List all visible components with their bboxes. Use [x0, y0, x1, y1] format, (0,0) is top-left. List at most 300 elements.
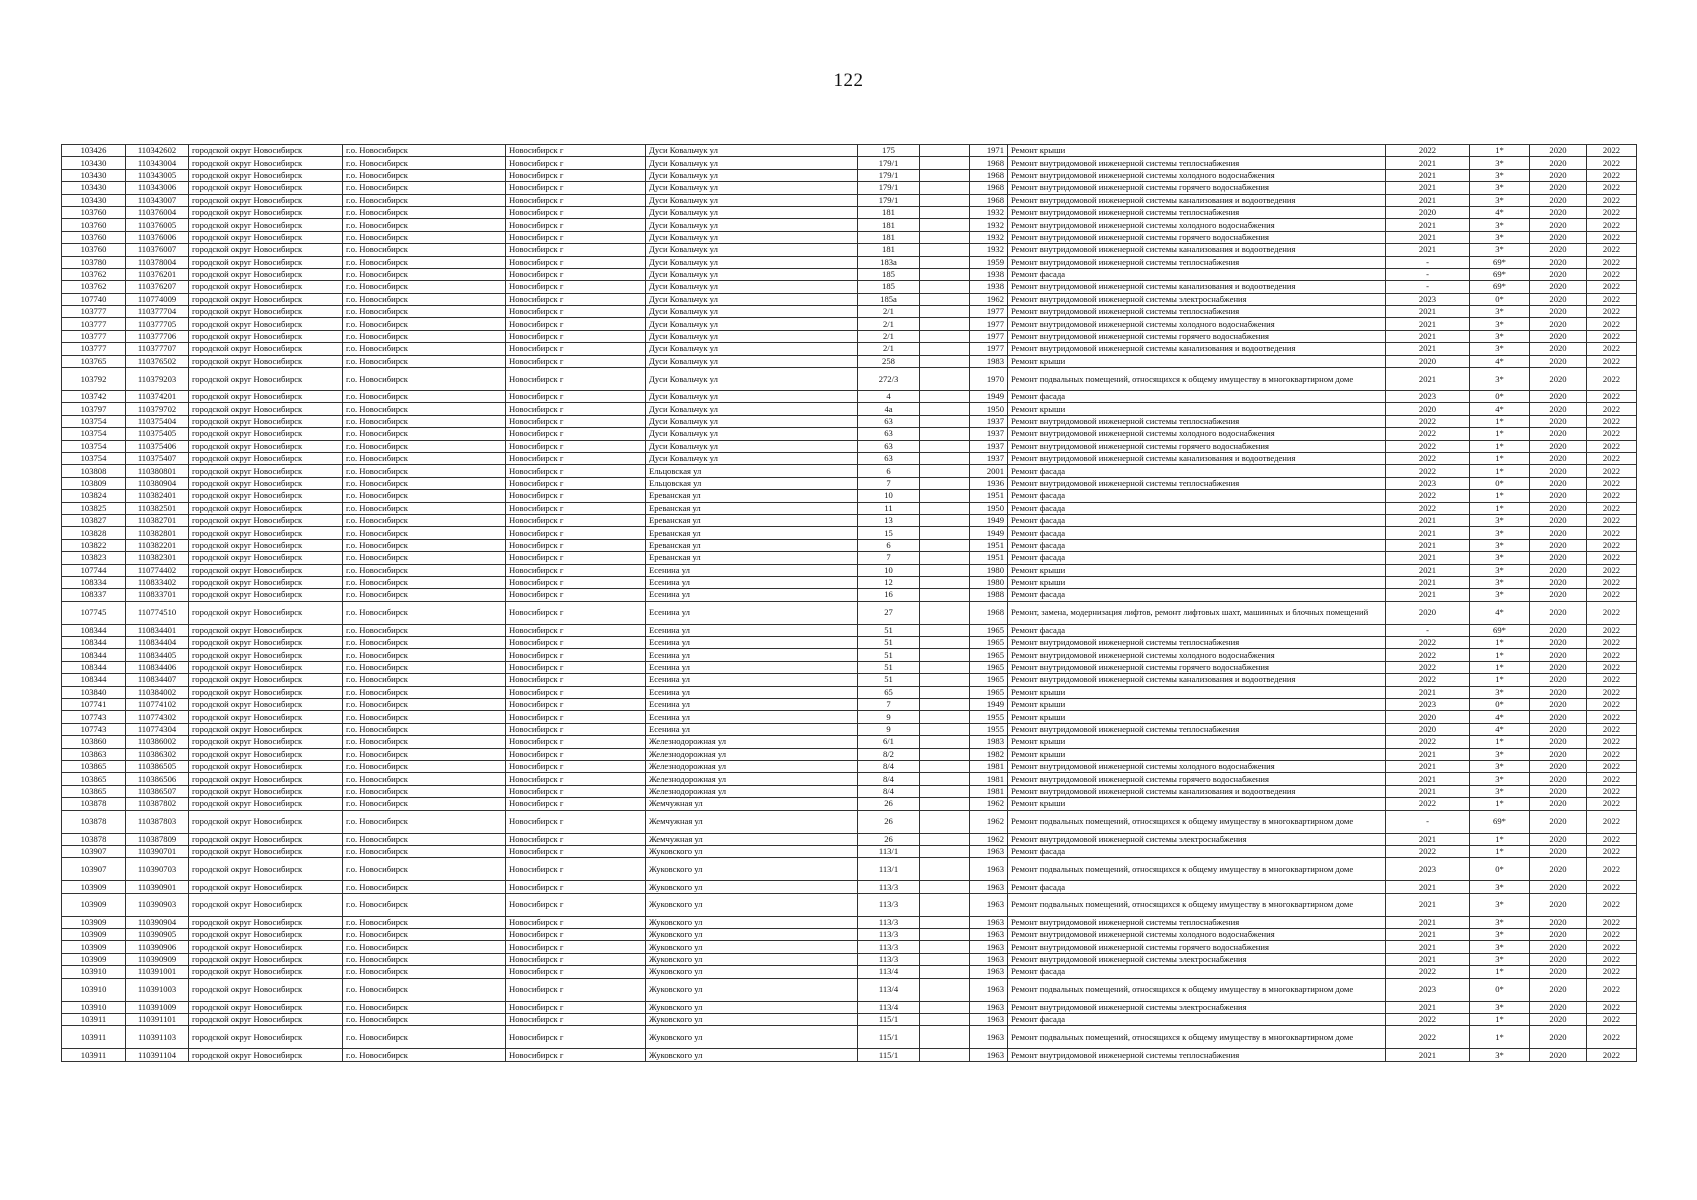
cell-municipality: городской округ Новосибирск: [189, 355, 343, 367]
cell-build-year: 1968: [970, 157, 1008, 169]
cell-settlement: г.о. Новосибирск: [343, 760, 506, 772]
cell-street: Дуси Ковальчук ул: [646, 403, 858, 415]
cell-settlement: г.о. Новосибирск: [343, 953, 506, 965]
table-row: [62, 281, 1637, 293]
cell-house-id: 108344: [62, 661, 126, 673]
cell-house-id: 103878: [62, 798, 126, 810]
table-row: [62, 157, 1637, 169]
cell-work-id: 110377707: [126, 343, 189, 355]
cell-municipality: городской округ Новосибирск: [189, 206, 343, 218]
table-row: [62, 415, 1637, 427]
cell-plan-year: 2021: [1386, 527, 1470, 539]
cell-build-year: 1951: [970, 552, 1008, 564]
cell-period-start: 2020: [1530, 368, 1587, 391]
cell-period-end: 2022: [1587, 490, 1637, 502]
cell-period-end: 2022: [1587, 649, 1637, 661]
cell-build-year: 1932: [970, 219, 1008, 231]
cell-house-number: 272/3: [858, 368, 920, 391]
cell-empty-cell: [920, 368, 970, 391]
table-row: [62, 452, 1637, 464]
cell-city: Новосибирск г: [506, 318, 646, 330]
cell-municipality: городской округ Новосибирск: [189, 343, 343, 355]
cell-settlement: г.о. Новосибирск: [343, 169, 506, 181]
cell-work-type: Ремонт внутридомовой инженерной системы горячего водоснабжения: [1008, 661, 1386, 673]
cell-build-year: 1950: [970, 502, 1008, 514]
cell-priority: 69*: [1470, 268, 1530, 280]
cell-municipality: городской округ Новосибирск: [189, 798, 343, 810]
cell-house-number: 2/1: [858, 318, 920, 330]
cell-street: Жуковского ул: [646, 1014, 858, 1026]
cell-priority: 1*: [1470, 736, 1530, 748]
cell-municipality: городской округ Новосибирск: [189, 966, 343, 978]
table-row: [62, 601, 1637, 624]
cell-house-number: 115/1: [858, 1049, 920, 1061]
cell-municipality: городской округ Новосибирск: [189, 268, 343, 280]
cell-plan-year: 2021: [1386, 330, 1470, 342]
cell-street: Жуковского ул: [646, 1049, 858, 1061]
table-row: [62, 929, 1637, 941]
cell-plan-year: 2022: [1386, 465, 1470, 477]
cell-city: Новосибирск г: [506, 465, 646, 477]
table-row: [62, 552, 1637, 564]
cell-period-start: 2020: [1530, 785, 1587, 797]
cell-plan-year: 2021: [1386, 576, 1470, 588]
page-number: 122: [833, 70, 864, 91]
cell-priority: 3*: [1470, 916, 1530, 928]
cell-house-number: 113/1: [858, 858, 920, 881]
cell-municipality: городской округ Новосибирск: [189, 1001, 343, 1013]
cell-street: Железнодорожная ул: [646, 748, 858, 760]
cell-work-type: Ремонт внутридомовой инженерной системы канализования и водоотведения: [1008, 785, 1386, 797]
cell-street: Есенина ул: [646, 649, 858, 661]
table-body: [62, 145, 1637, 1062]
table-row: [62, 773, 1637, 785]
cell-house-number: 113/3: [858, 953, 920, 965]
cell-house-id: 103430: [62, 169, 126, 181]
cell-street: Есенина ул: [646, 564, 858, 576]
table-row: [62, 966, 1637, 978]
cell-city: Новосибирск г: [506, 145, 646, 157]
cell-settlement: г.о. Новосибирск: [343, 773, 506, 785]
cell-plan-year: 2023: [1386, 978, 1470, 1001]
cell-priority: 3*: [1470, 686, 1530, 698]
cell-period-end: 2022: [1587, 953, 1637, 965]
cell-house-id: 107745: [62, 601, 126, 624]
cell-plan-year: 2020: [1386, 723, 1470, 735]
cell-plan-year: 2021: [1386, 916, 1470, 928]
cell-city: Новосибирск г: [506, 194, 646, 206]
cell-build-year: 1965: [970, 686, 1008, 698]
cell-build-year: 1963: [970, 941, 1008, 953]
cell-period-start: 2020: [1530, 833, 1587, 845]
cell-priority: 4*: [1470, 601, 1530, 624]
table-row: [62, 624, 1637, 636]
cell-house-id: 103426: [62, 145, 126, 157]
cell-build-year: 1968: [970, 169, 1008, 181]
cell-priority: 3*: [1470, 941, 1530, 953]
cell-municipality: городской округ Новосибирск: [189, 539, 343, 551]
cell-house-number: 179/1: [858, 194, 920, 206]
cell-empty-cell: [920, 502, 970, 514]
cell-municipality: городской округ Новосибирск: [189, 674, 343, 686]
cell-work-type: Ремонт внутридомовой инженерной системы холодного водоснабжения: [1008, 428, 1386, 440]
cell-settlement: г.о. Новосибирск: [343, 368, 506, 391]
cell-period-start: 2020: [1530, 624, 1587, 636]
cell-street: Дуси Ковальчук ул: [646, 256, 858, 268]
cell-street: Железнодорожная ул: [646, 736, 858, 748]
cell-work-id: 110382501: [126, 502, 189, 514]
cell-build-year: 1962: [970, 810, 1008, 833]
cell-municipality: городской округ Новосибирск: [189, 428, 343, 440]
cell-work-id: 110774302: [126, 711, 189, 723]
cell-empty-cell: [920, 440, 970, 452]
cell-work-id: 110774009: [126, 293, 189, 305]
cell-work-type: Ремонт подвальных помещений, относящихся к общему имуществу в многоквартирном доме: [1008, 858, 1386, 881]
cell-empty-cell: [920, 576, 970, 588]
cell-period-end: 2022: [1587, 1001, 1637, 1013]
cell-build-year: 1980: [970, 576, 1008, 588]
cell-work-type: Ремонт фасада: [1008, 966, 1386, 978]
cell-settlement: г.о. Новосибирск: [343, 686, 506, 698]
cell-work-type: Ремонт внутридомовой инженерной системы электроснабжения: [1008, 953, 1386, 965]
cell-period-start: 2020: [1530, 966, 1587, 978]
cell-period-start: 2020: [1530, 490, 1587, 502]
cell-priority: 1*: [1470, 145, 1530, 157]
cell-plan-year: 2020: [1386, 403, 1470, 415]
cell-house-id: 103777: [62, 306, 126, 318]
cell-plan-year: 2020: [1386, 601, 1470, 624]
cell-period-end: 2022: [1587, 403, 1637, 415]
cell-period-end: 2022: [1587, 785, 1637, 797]
cell-work-id: 110378004: [126, 256, 189, 268]
cell-period-start: 2020: [1530, 502, 1587, 514]
cell-work-type: Ремонт внутридомовой инженерной системы электроснабжения: [1008, 1001, 1386, 1013]
cell-work-type: Ремонт фасада: [1008, 268, 1386, 280]
cell-period-end: 2022: [1587, 881, 1637, 893]
cell-plan-year: 2021: [1386, 929, 1470, 941]
table-row: [62, 748, 1637, 760]
cell-period-end: 2022: [1587, 527, 1637, 539]
cell-city: Новосибирск г: [506, 978, 646, 1001]
cell-period-end: 2022: [1587, 169, 1637, 181]
cell-priority: 1*: [1470, 798, 1530, 810]
cell-house-id: 103909: [62, 916, 126, 928]
cell-house-id: 107743: [62, 723, 126, 735]
cell-plan-year: 2021: [1386, 941, 1470, 953]
cell-empty-cell: [920, 452, 970, 464]
cell-city: Новосибирск г: [506, 941, 646, 953]
cell-period-start: 2020: [1530, 169, 1587, 181]
cell-house-number: 181: [858, 219, 920, 231]
cell-house-id: 107741: [62, 699, 126, 711]
cell-settlement: г.о. Новосибирск: [343, 206, 506, 218]
cell-period-start: 2020: [1530, 723, 1587, 735]
table-row: [62, 858, 1637, 881]
cell-period-end: 2022: [1587, 182, 1637, 194]
cell-house-number: 63: [858, 428, 920, 440]
cell-period-start: 2020: [1530, 589, 1587, 601]
cell-period-start: 2020: [1530, 916, 1587, 928]
cell-work-id: 110382401: [126, 490, 189, 502]
cell-plan-year: 2021: [1386, 169, 1470, 181]
cell-build-year: 1937: [970, 440, 1008, 452]
cell-city: Новосибирск г: [506, 637, 646, 649]
cell-settlement: г.о. Новосибирск: [343, 699, 506, 711]
cell-street: Дуси Ковальчук ул: [646, 368, 858, 391]
cell-work-type: Ремонт фасада: [1008, 881, 1386, 893]
cell-municipality: городской округ Новосибирск: [189, 415, 343, 427]
cell-priority: 3*: [1470, 748, 1530, 760]
cell-period-end: 2022: [1587, 157, 1637, 169]
cell-city: Новосибирск г: [506, 1014, 646, 1026]
cell-settlement: г.о. Новосибирск: [343, 916, 506, 928]
cell-plan-year: 2021: [1386, 564, 1470, 576]
cell-work-id: 110343004: [126, 157, 189, 169]
cell-house-number: 113/1: [858, 845, 920, 857]
cell-period-start: 2020: [1530, 736, 1587, 748]
cell-priority: 69*: [1470, 281, 1530, 293]
cell-plan-year: 2023: [1386, 293, 1470, 305]
table-row: [62, 589, 1637, 601]
cell-house-id: 103754: [62, 452, 126, 464]
cell-work-type: Ремонт внутридомовой инженерной системы горячего водоснабжения: [1008, 330, 1386, 342]
cell-plan-year: 2021: [1386, 1001, 1470, 1013]
cell-period-end: 2022: [1587, 539, 1637, 551]
cell-street: Есенина ул: [646, 723, 858, 735]
cell-plan-year: 2021: [1386, 514, 1470, 526]
cell-build-year: 1977: [970, 343, 1008, 355]
cell-municipality: городской округ Новосибирск: [189, 589, 343, 601]
cell-street: Дуси Ковальчук ул: [646, 391, 858, 403]
cell-empty-cell: [920, 318, 970, 330]
cell-priority: 3*: [1470, 893, 1530, 916]
cell-city: Новосибирск г: [506, 206, 646, 218]
cell-settlement: г.о. Новосибирск: [343, 157, 506, 169]
cell-empty-cell: [920, 1001, 970, 1013]
cell-period-start: 2020: [1530, 343, 1587, 355]
cell-period-end: 2022: [1587, 711, 1637, 723]
cell-settlement: г.о. Новосибирск: [343, 440, 506, 452]
cell-house-id: 103780: [62, 256, 126, 268]
cell-period-start: 2020: [1530, 293, 1587, 305]
cell-build-year: 1932: [970, 231, 1008, 243]
table-row: [62, 736, 1637, 748]
cell-work-id: 110833402: [126, 576, 189, 588]
table-row: [62, 723, 1637, 735]
cell-build-year: 1951: [970, 490, 1008, 502]
cell-period-end: 2022: [1587, 601, 1637, 624]
cell-build-year: 1963: [970, 1049, 1008, 1061]
cell-house-number: 113/4: [858, 966, 920, 978]
cell-build-year: 1968: [970, 601, 1008, 624]
cell-period-start: 2020: [1530, 206, 1587, 218]
cell-empty-cell: [920, 760, 970, 772]
cell-empty-cell: [920, 428, 970, 440]
cell-plan-year: 2020: [1386, 711, 1470, 723]
cell-house-id: 103742: [62, 391, 126, 403]
cell-priority: 1*: [1470, 415, 1530, 427]
cell-street: Железнодорожная ул: [646, 785, 858, 797]
cell-work-type: Ремонт внутридомовой инженерной системы теплоснабжения: [1008, 256, 1386, 268]
cell-period-start: 2020: [1530, 244, 1587, 256]
cell-city: Новосибирск г: [506, 1049, 646, 1061]
cell-period-start: 2020: [1530, 440, 1587, 452]
cell-build-year: 1936: [970, 477, 1008, 489]
cell-house-number: 2/1: [858, 343, 920, 355]
cell-period-end: 2022: [1587, 391, 1637, 403]
cell-city: Новосибирск г: [506, 1026, 646, 1049]
cell-period-end: 2022: [1587, 833, 1637, 845]
table-row: [62, 368, 1637, 391]
cell-street: Жуковского ул: [646, 1026, 858, 1049]
cell-municipality: городской округ Новосибирск: [189, 748, 343, 760]
cell-municipality: городской округ Новосибирск: [189, 833, 343, 845]
cell-house-id: 103840: [62, 686, 126, 698]
cell-work-type: Ремонт внутридомовой инженерной системы теплоснабжения: [1008, 415, 1386, 427]
cell-street: Жуковского ул: [646, 893, 858, 916]
cell-municipality: городской округ Новосибирск: [189, 465, 343, 477]
cell-work-type: Ремонт внутридомовой инженерной системы теплоснабжения: [1008, 157, 1386, 169]
cell-period-start: 2020: [1530, 1014, 1587, 1026]
cell-priority: 1*: [1470, 649, 1530, 661]
cell-work-type: Ремонт внутридомовой инженерной системы электроснабжения: [1008, 293, 1386, 305]
cell-period-start: 2020: [1530, 428, 1587, 440]
cell-empty-cell: [920, 748, 970, 760]
table-row: [62, 440, 1637, 452]
table-row: [62, 355, 1637, 367]
cell-street: Дуси Ковальчук ул: [646, 318, 858, 330]
cell-settlement: г.о. Новосибирск: [343, 1001, 506, 1013]
table-row: [62, 637, 1637, 649]
cell-street: Ереванская ул: [646, 552, 858, 564]
cell-empty-cell: [920, 953, 970, 965]
cell-street: Дуси Ковальчук ул: [646, 231, 858, 243]
cell-empty-cell: [920, 244, 970, 256]
cell-house-number: 10: [858, 564, 920, 576]
cell-priority: 0*: [1470, 477, 1530, 489]
cell-street: Есенина ул: [646, 711, 858, 723]
cell-city: Новосибирск г: [506, 415, 646, 427]
cell-house-id: 103430: [62, 157, 126, 169]
cell-plan-year: 2021: [1386, 760, 1470, 772]
cell-period-end: 2022: [1587, 773, 1637, 785]
cell-build-year: 1965: [970, 661, 1008, 673]
cell-house-id: 103865: [62, 760, 126, 772]
cell-period-end: 2022: [1587, 306, 1637, 318]
cell-house-id: 103907: [62, 845, 126, 857]
cell-city: Новосибирск г: [506, 785, 646, 797]
cell-plan-year: 2021: [1386, 833, 1470, 845]
cell-empty-cell: [920, 465, 970, 477]
cell-period-end: 2022: [1587, 330, 1637, 342]
cell-house-id: 103754: [62, 428, 126, 440]
cell-settlement: г.о. Новосибирск: [343, 748, 506, 760]
cell-work-id: 110386507: [126, 785, 189, 797]
cell-house-id: 103865: [62, 773, 126, 785]
cell-settlement: г.о. Новосибирск: [343, 182, 506, 194]
cell-house-number: 63: [858, 440, 920, 452]
cell-empty-cell: [920, 858, 970, 881]
cell-work-type: Ремонт подвальных помещений, относящихся к общему имуществу в многоквартирном доме: [1008, 1026, 1386, 1049]
cell-plan-year: 2022: [1386, 674, 1470, 686]
cell-city: Новосибирск г: [506, 686, 646, 698]
cell-period-start: 2020: [1530, 552, 1587, 564]
cell-house-id: 103863: [62, 748, 126, 760]
cell-municipality: городской округ Новосибирск: [189, 145, 343, 157]
cell-settlement: г.о. Новосибирск: [343, 539, 506, 551]
cell-work-id: 110343006: [126, 182, 189, 194]
cell-house-id: 108344: [62, 649, 126, 661]
cell-city: Новосибирск г: [506, 810, 646, 833]
cell-settlement: г.о. Новосибирск: [343, 293, 506, 305]
cell-build-year: 1965: [970, 649, 1008, 661]
table-row: [62, 564, 1637, 576]
cell-period-end: 2022: [1587, 355, 1637, 367]
cell-settlement: г.о. Новосибирск: [343, 244, 506, 256]
cell-priority: 3*: [1470, 773, 1530, 785]
cell-house-number: 63: [858, 452, 920, 464]
cell-municipality: городской округ Новосибирск: [189, 391, 343, 403]
cell-work-id: 110374201: [126, 391, 189, 403]
cell-empty-cell: [920, 929, 970, 941]
cell-plan-year: 2023: [1386, 699, 1470, 711]
cell-work-id: 110391101: [126, 1014, 189, 1026]
table-row: [62, 477, 1637, 489]
cell-city: Новосибирск г: [506, 845, 646, 857]
cell-period-end: 2022: [1587, 206, 1637, 218]
cell-priority: 1*: [1470, 465, 1530, 477]
cell-street: Есенина ул: [646, 686, 858, 698]
cell-build-year: 1932: [970, 244, 1008, 256]
cell-period-start: 2020: [1530, 256, 1587, 268]
cell-work-id: 110774510: [126, 601, 189, 624]
cell-municipality: городской округ Новосибирск: [189, 773, 343, 785]
cell-city: Новосибирск г: [506, 368, 646, 391]
cell-work-type: Ремонт крыши: [1008, 403, 1386, 415]
cell-empty-cell: [920, 1026, 970, 1049]
cell-settlement: г.о. Новосибирск: [343, 318, 506, 330]
cell-plan-year: 2022: [1386, 798, 1470, 810]
cell-municipality: городской округ Новосибирск: [189, 182, 343, 194]
cell-city: Новосибирск г: [506, 219, 646, 231]
cell-build-year: 1963: [970, 1001, 1008, 1013]
table-row: [62, 785, 1637, 797]
cell-municipality: городской округ Новосибирск: [189, 810, 343, 833]
cell-period-end: 2022: [1587, 748, 1637, 760]
cell-priority: 3*: [1470, 219, 1530, 231]
cell-priority: 0*: [1470, 293, 1530, 305]
cell-priority: 4*: [1470, 206, 1530, 218]
cell-work-type: Ремонт фасада: [1008, 589, 1386, 601]
cell-city: Новосибирск г: [506, 343, 646, 355]
cell-city: Новосибирск г: [506, 527, 646, 539]
cell-municipality: городской округ Новосибирск: [189, 490, 343, 502]
cell-period-start: 2020: [1530, 415, 1587, 427]
cell-priority: 3*: [1470, 527, 1530, 539]
cell-work-type: Ремонт подвальных помещений, относящихся к общему имуществу в многоквартирном доме: [1008, 810, 1386, 833]
cell-priority: 3*: [1470, 514, 1530, 526]
cell-build-year: 1963: [970, 929, 1008, 941]
table-row: [62, 1001, 1637, 1013]
cell-municipality: городской округ Новосибирск: [189, 514, 343, 526]
cell-period-end: 2022: [1587, 893, 1637, 916]
cell-settlement: г.о. Новосибирск: [343, 231, 506, 243]
cell-work-type: Ремонт внутридомовой инженерной системы канализования и водоотведения: [1008, 194, 1386, 206]
cell-municipality: городской округ Новосибирск: [189, 452, 343, 464]
cell-plan-year: 2021: [1386, 686, 1470, 698]
cell-house-number: 181: [858, 206, 920, 218]
cell-empty-cell: [920, 637, 970, 649]
